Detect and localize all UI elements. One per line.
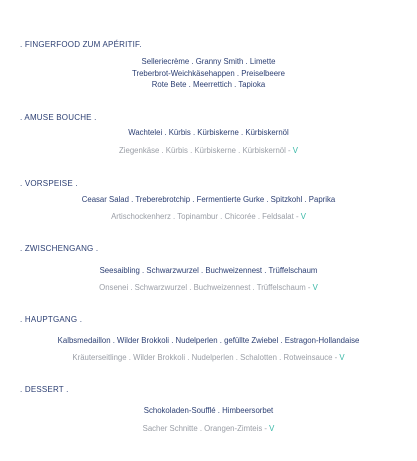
course-heading-zwischengang: . ZWISCHENGANG .: [20, 244, 99, 253]
hauptgang-dish: Kalbsmedaillon . Wilder Brokkoli . Nudelperlen . gefüllte Zwiebel . Estragon-Hollandaise: [57, 336, 360, 345]
vegan-mark: V: [292, 146, 298, 155]
dessert-vegan-text: Sacher Schnitte . Orangen-Zimteis -: [142, 424, 270, 433]
amuse-bouche-vegan-text: Ziegenkäse . Kürbis . Kürbiskerne . Kürbiskernöl -: [119, 146, 293, 155]
amuse-bouche-vegan-option: [0, 146, 417, 156]
vorspeise-dish: Ceasar Salad . Treberebrotchip . Fermentierte Gurke . Spitzkohl . Paprika: [81, 195, 336, 204]
dessert-vegan-option: [0, 424, 417, 434]
vegan-mark: V: [312, 283, 318, 292]
zwischengang-dish: Seesaibling . Schwarzwurzel . Buchweizennest . Trüffelschaum: [99, 266, 318, 275]
zwischengang-vegan-option: [0, 283, 417, 293]
hauptgang-vegan-text: Kräuterseitlinge . Wilder Brokkoli . Nudelperlen . Schalotten . Rotweinsauce -: [72, 353, 340, 362]
course-heading-hauptgang: . HAUPTGANG .: [20, 315, 83, 324]
zwischengang-vegan-text: Onsenei . Schwarzwurzel . Buchweizennest . Trüffelschaum -: [99, 283, 313, 292]
vegan-mark: V: [269, 424, 275, 433]
fingerfood-item-3: Rote Bete . Meerrettich . Tapioka: [151, 80, 266, 89]
fingerfood-item-2: Treberbrot-Weichkäsehappen . Preiselbeere: [132, 69, 285, 78]
dessert-dish: Schokoladen-Soufflé . Himbeersorbet: [143, 406, 274, 415]
fingerfood-item-1: Selleriecrème . Granny Smith . Limette: [141, 57, 276, 66]
course-heading-vorspeise: . VORSPEISE .: [20, 179, 78, 188]
amuse-bouche-dish: Wachtelei . Kürbis . Kürbiskerne . Kürbiskernöl: [128, 128, 289, 137]
vorspeise-vegan-text: Artischockenherz . Topinambur . Chicorée . Feldsalat -: [111, 212, 301, 221]
course-heading-dessert: . DESSERT .: [20, 385, 69, 394]
vorspeise-vegan-option: [0, 212, 417, 222]
hauptgang-vegan-option: [0, 353, 417, 363]
vegan-mark: V: [339, 353, 345, 362]
vegan-mark: V: [300, 212, 306, 221]
course-heading-fingerfood: . FINGERFOOD ZUM APÉRITIF.: [20, 40, 142, 49]
course-heading-amuse-bouche: . AMUSE BOUCHE .: [20, 113, 97, 122]
